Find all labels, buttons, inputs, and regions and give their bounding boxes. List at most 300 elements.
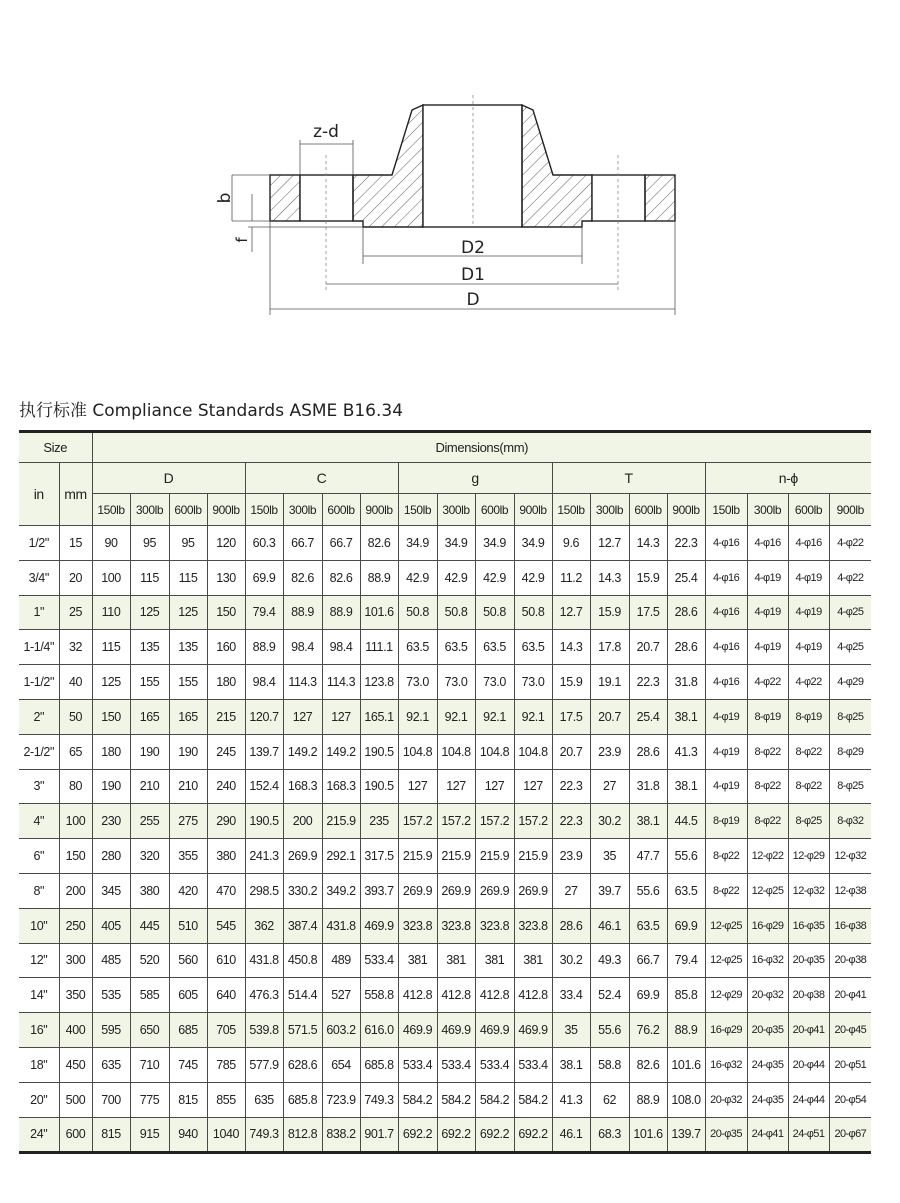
cell-t-300lb: 46.1 <box>590 908 629 943</box>
cell-c-600lb: 149.2 <box>322 734 360 769</box>
cell-t-150lb: 14.3 <box>552 630 590 665</box>
cell-t-900lb: 63.5 <box>667 873 705 908</box>
cell-g-150lb: 269.9 <box>398 873 437 908</box>
cell-d-300lb: 445 <box>130 908 169 943</box>
cell-c-150lb: 139.7 <box>245 734 283 769</box>
cell-c-600lb: 838.2 <box>322 1117 360 1153</box>
cell-n-phi-900lb: 12-φ32 <box>829 839 871 874</box>
cell-d-900lb: 1040 <box>207 1117 245 1153</box>
cell-d-600lb: 190 <box>169 734 207 769</box>
cell-g-300lb: 323.8 <box>437 908 475 943</box>
cell-size-mm: 450 <box>59 1047 92 1082</box>
cell-g-600lb: 469.9 <box>475 1013 514 1048</box>
cell-g-300lb: 73.0 <box>437 665 475 700</box>
cell-size-mm: 50 <box>59 699 92 734</box>
table-row <box>19 665 871 700</box>
cell-d-150lb: 700 <box>92 1082 130 1117</box>
cell-t-900lb: 38.1 <box>667 699 705 734</box>
cell-g-150lb: 469.9 <box>398 1013 437 1048</box>
cell-g-300lb: 215.9 <box>437 839 475 874</box>
cell-d-900lb: 240 <box>207 769 245 804</box>
cell-size-in: 6" <box>19 839 59 874</box>
cell-d-900lb: 785 <box>207 1047 245 1082</box>
cell-t-300lb: 55.6 <box>590 1013 629 1048</box>
header-class-t-300lb: 300lb <box>590 494 629 526</box>
cell-d-900lb: 545 <box>207 908 245 943</box>
cell-g-300lb: 34.9 <box>437 526 475 561</box>
cell-n-phi-300lb: 24-φ35 <box>747 1047 788 1082</box>
cell-t-900lb: 55.6 <box>667 839 705 874</box>
cell-t-300lb: 14.3 <box>590 560 629 595</box>
cell-t-150lb: 35 <box>552 1013 590 1048</box>
cell-d-600lb: 560 <box>169 943 207 978</box>
cell-n-phi-300lb: 24-φ35 <box>747 1082 788 1117</box>
cell-n-phi-300lb: 4-φ19 <box>747 595 788 630</box>
header-class-g-150lb: 150lb <box>398 494 437 526</box>
cell-t-900lb: 85.8 <box>667 978 705 1013</box>
cell-g-150lb: 34.9 <box>398 526 437 561</box>
cell-g-600lb: 92.1 <box>475 699 514 734</box>
cell-g-300lb: 269.9 <box>437 873 475 908</box>
cell-d-900lb: 180 <box>207 665 245 700</box>
cell-c-600lb: 88.9 <box>322 595 360 630</box>
cell-g-150lb: 215.9 <box>398 839 437 874</box>
cell-t-300lb: 49.3 <box>590 943 629 978</box>
cell-n-phi-900lb: 8-φ25 <box>829 769 871 804</box>
cell-c-900lb: 317.5 <box>360 839 398 874</box>
cell-d-150lb: 485 <box>92 943 130 978</box>
cell-d-600lb: 815 <box>169 1082 207 1117</box>
cell-size-mm: 600 <box>59 1117 92 1153</box>
cell-t-300lb: 35 <box>590 839 629 874</box>
cell-g-600lb: 412.8 <box>475 978 514 1013</box>
cell-c-300lb: 685.8 <box>283 1082 322 1117</box>
cell-t-300lb: 58.8 <box>590 1047 629 1082</box>
header-group-t: T <box>552 463 705 494</box>
cell-g-150lb: 584.2 <box>398 1082 437 1117</box>
cell-t-600lb: 38.1 <box>629 804 667 839</box>
cell-g-600lb: 157.2 <box>475 804 514 839</box>
cell-g-150lb: 323.8 <box>398 908 437 943</box>
cell-d-900lb: 470 <box>207 873 245 908</box>
cell-n-phi-900lb: 20-φ54 <box>829 1082 871 1117</box>
cell-c-600lb: 292.1 <box>322 839 360 874</box>
table-row <box>19 908 871 943</box>
cell-size-mm: 400 <box>59 1013 92 1048</box>
dimension-label-d2: D2 <box>461 238 485 258</box>
cell-d-600lb: 510 <box>169 908 207 943</box>
cell-c-600lb: 114.3 <box>322 665 360 700</box>
cell-t-300lb: 17.8 <box>590 630 629 665</box>
cell-size-in: 3/4" <box>19 560 59 595</box>
cell-c-900lb: 616.0 <box>360 1013 398 1048</box>
dimension-label-b: b <box>215 192 235 204</box>
cell-d-150lb: 190 <box>92 769 130 804</box>
cell-t-150lb: 11.2 <box>552 560 590 595</box>
dimension-label-d1: D1 <box>461 265 485 285</box>
cell-c-150lb: 431.8 <box>245 943 283 978</box>
cell-n-phi-600lb: 20-φ38 <box>788 978 829 1013</box>
cell-d-300lb: 125 <box>130 595 169 630</box>
cell-d-600lb: 210 <box>169 769 207 804</box>
cell-d-150lb: 595 <box>92 1013 130 1048</box>
cell-n-phi-150lb: 4-φ16 <box>705 560 747 595</box>
cell-n-phi-150lb: 16-φ32 <box>705 1047 747 1082</box>
cell-t-900lb: 38.1 <box>667 769 705 804</box>
header-group-d: D <box>92 463 245 494</box>
cell-g-900lb: 34.9 <box>514 526 552 561</box>
cell-d-600lb: 155 <box>169 665 207 700</box>
cell-g-150lb: 533.4 <box>398 1047 437 1082</box>
header-class-d-150lb: 150lb <box>92 494 130 526</box>
cell-t-150lb: 30.2 <box>552 943 590 978</box>
cell-c-900lb: 88.9 <box>360 560 398 595</box>
cell-size-mm: 350 <box>59 978 92 1013</box>
cell-size-in: 4" <box>19 804 59 839</box>
cell-c-900lb: 123.8 <box>360 665 398 700</box>
cell-d-300lb: 255 <box>130 804 169 839</box>
cell-c-300lb: 82.6 <box>283 560 322 595</box>
cell-g-300lb: 381 <box>437 943 475 978</box>
cell-c-900lb: 901.7 <box>360 1117 398 1153</box>
header-class-g-900lb: 900lb <box>514 494 552 526</box>
cell-size-mm: 20 <box>59 560 92 595</box>
header-class-g-600lb: 600lb <box>475 494 514 526</box>
cell-g-900lb: 42.9 <box>514 560 552 595</box>
cell-d-600lb: 940 <box>169 1117 207 1153</box>
cell-c-150lb: 476.3 <box>245 978 283 1013</box>
cell-n-phi-150lb: 4-φ16 <box>705 526 747 561</box>
cell-g-150lb: 157.2 <box>398 804 437 839</box>
cell-d-600lb: 275 <box>169 804 207 839</box>
cell-t-150lb: 20.7 <box>552 734 590 769</box>
cell-size-in: 1-1/4" <box>19 630 59 665</box>
cell-g-900lb: 157.2 <box>514 804 552 839</box>
cell-d-300lb: 95 <box>130 526 169 561</box>
cell-t-300lb: 68.3 <box>590 1117 629 1153</box>
cell-g-600lb: 34.9 <box>475 526 514 561</box>
cell-c-600lb: 603.2 <box>322 1013 360 1048</box>
cell-n-phi-900lb: 4-φ22 <box>829 560 871 595</box>
header-size: Size <box>19 432 92 463</box>
cell-t-150lb: 9.6 <box>552 526 590 561</box>
table-row <box>19 595 871 630</box>
cell-n-phi-150lb: 12-φ29 <box>705 978 747 1013</box>
cell-g-150lb: 50.8 <box>398 595 437 630</box>
cell-t-900lb: 25.4 <box>667 560 705 595</box>
dimension-label-f: f <box>233 237 251 243</box>
cell-g-300lb: 63.5 <box>437 630 475 665</box>
cell-c-150lb: 241.3 <box>245 839 283 874</box>
cell-n-phi-150lb: 4-φ19 <box>705 734 747 769</box>
cell-d-300lb: 915 <box>130 1117 169 1153</box>
cell-n-phi-600lb: 4-φ19 <box>788 595 829 630</box>
cell-d-300lb: 165 <box>130 699 169 734</box>
table-row <box>19 1117 871 1153</box>
cell-d-300lb: 520 <box>130 943 169 978</box>
cell-size-mm: 32 <box>59 630 92 665</box>
cell-t-600lb: 14.3 <box>629 526 667 561</box>
cell-d-300lb: 210 <box>130 769 169 804</box>
cell-d-600lb: 745 <box>169 1047 207 1082</box>
cell-size-in: 1-1/2" <box>19 665 59 700</box>
cell-d-600lb: 125 <box>169 595 207 630</box>
cell-d-600lb: 135 <box>169 630 207 665</box>
cell-d-600lb: 605 <box>169 978 207 1013</box>
cell-c-600lb: 431.8 <box>322 908 360 943</box>
cell-n-phi-600lb: 4-φ22 <box>788 665 829 700</box>
cell-c-900lb: 111.1 <box>360 630 398 665</box>
cell-t-300lb: 23.9 <box>590 734 629 769</box>
cell-d-600lb: 355 <box>169 839 207 874</box>
cell-n-phi-900lb: 8-φ25 <box>829 699 871 734</box>
cell-c-150lb: 749.3 <box>245 1117 283 1153</box>
header-in: in <box>19 463 59 526</box>
cell-size-mm: 15 <box>59 526 92 561</box>
cell-t-600lb: 22.3 <box>629 665 667 700</box>
cell-c-150lb: 98.4 <box>245 665 283 700</box>
cell-c-300lb: 387.4 <box>283 908 322 943</box>
cell-c-300lb: 571.5 <box>283 1013 322 1048</box>
header-mm: mm <box>59 463 92 526</box>
cell-size-mm: 25 <box>59 595 92 630</box>
cell-d-150lb: 635 <box>92 1047 130 1082</box>
cell-g-150lb: 73.0 <box>398 665 437 700</box>
cell-n-phi-150lb: 4-φ16 <box>705 630 747 665</box>
cell-n-phi-600lb: 20-φ35 <box>788 943 829 978</box>
cell-t-300lb: 27 <box>590 769 629 804</box>
cell-c-300lb: 450.8 <box>283 943 322 978</box>
cell-d-300lb: 710 <box>130 1047 169 1082</box>
table-row <box>19 804 871 839</box>
cell-g-300lb: 92.1 <box>437 699 475 734</box>
cell-c-600lb: 66.7 <box>322 526 360 561</box>
cell-c-300lb: 98.4 <box>283 630 322 665</box>
cell-t-150lb: 22.3 <box>552 769 590 804</box>
cell-t-600lb: 101.6 <box>629 1117 667 1153</box>
cell-t-300lb: 15.9 <box>590 595 629 630</box>
header-group-c: C <box>245 463 398 494</box>
cell-d-150lb: 110 <box>92 595 130 630</box>
cell-d-150lb: 345 <box>92 873 130 908</box>
cell-c-150lb: 362 <box>245 908 283 943</box>
cell-size-in: 1/2" <box>19 526 59 561</box>
cell-c-600lb: 489 <box>322 943 360 978</box>
cell-n-phi-150lb: 8-φ22 <box>705 873 747 908</box>
cell-d-150lb: 150 <box>92 699 130 734</box>
cell-g-150lb: 42.9 <box>398 560 437 595</box>
cell-d-300lb: 775 <box>130 1082 169 1117</box>
cell-t-300lb: 19.1 <box>590 665 629 700</box>
cell-size-mm: 100 <box>59 804 92 839</box>
cell-g-150lb: 104.8 <box>398 734 437 769</box>
cell-d-150lb: 100 <box>92 560 130 595</box>
cell-size-in: 8" <box>19 873 59 908</box>
cell-size-in: 14" <box>19 978 59 1013</box>
cell-d-300lb: 380 <box>130 873 169 908</box>
cell-d-600lb: 165 <box>169 699 207 734</box>
cell-n-phi-300lb: 16-φ32 <box>747 943 788 978</box>
cell-g-300lb: 50.8 <box>437 595 475 630</box>
cell-g-150lb: 127 <box>398 769 437 804</box>
cell-n-phi-600lb: 20-φ41 <box>788 1013 829 1048</box>
cell-g-600lb: 269.9 <box>475 873 514 908</box>
cell-n-phi-300lb: 12-φ25 <box>747 873 788 908</box>
cell-t-150lb: 28.6 <box>552 908 590 943</box>
cell-n-phi-300lb: 4-φ19 <box>747 630 788 665</box>
table-row <box>19 769 871 804</box>
cell-size-in: 20" <box>19 1082 59 1117</box>
cell-d-900lb: 120 <box>207 526 245 561</box>
cell-n-phi-300lb: 8-φ22 <box>747 804 788 839</box>
cell-d-150lb: 125 <box>92 665 130 700</box>
cell-size-in: 16" <box>19 1013 59 1048</box>
cell-t-150lb: 15.9 <box>552 665 590 700</box>
cell-t-150lb: 46.1 <box>552 1117 590 1153</box>
header-class-c-900lb: 900lb <box>360 494 398 526</box>
cell-c-150lb: 577.9 <box>245 1047 283 1082</box>
cell-g-600lb: 215.9 <box>475 839 514 874</box>
cell-t-600lb: 31.8 <box>629 769 667 804</box>
cell-g-600lb: 104.8 <box>475 734 514 769</box>
cell-t-600lb: 47.7 <box>629 839 667 874</box>
cell-c-150lb: 190.5 <box>245 804 283 839</box>
cell-size-mm: 65 <box>59 734 92 769</box>
cell-g-300lb: 42.9 <box>437 560 475 595</box>
cell-c-300lb: 114.3 <box>283 665 322 700</box>
cell-d-150lb: 115 <box>92 630 130 665</box>
cell-n-phi-900lb: 4-φ29 <box>829 665 871 700</box>
cell-g-900lb: 469.9 <box>514 1013 552 1048</box>
cell-g-900lb: 73.0 <box>514 665 552 700</box>
cell-t-600lb: 76.2 <box>629 1013 667 1048</box>
cell-t-150lb: 41.3 <box>552 1082 590 1117</box>
header-class-c-600lb: 600lb <box>322 494 360 526</box>
page-title: 执行标准 Compliance Standards ASME B16.34 <box>19 401 404 421</box>
cell-t-900lb: 31.8 <box>667 665 705 700</box>
cell-c-300lb: 200 <box>283 804 322 839</box>
cell-c-300lb: 149.2 <box>283 734 322 769</box>
cell-n-phi-150lb: 20-φ35 <box>705 1117 747 1153</box>
cell-g-900lb: 584.2 <box>514 1082 552 1117</box>
cell-t-900lb: 44.5 <box>667 804 705 839</box>
cell-t-150lb: 33.4 <box>552 978 590 1013</box>
cell-c-150lb: 79.4 <box>245 595 283 630</box>
cell-g-600lb: 127 <box>475 769 514 804</box>
cell-d-300lb: 650 <box>130 1013 169 1048</box>
cell-t-300lb: 62 <box>590 1082 629 1117</box>
cell-c-300lb: 88.9 <box>283 595 322 630</box>
cell-t-900lb: 88.9 <box>667 1013 705 1048</box>
cell-n-phi-600lb: 24-φ44 <box>788 1082 829 1117</box>
cell-g-600lb: 73.0 <box>475 665 514 700</box>
cell-d-150lb: 90 <box>92 526 130 561</box>
cell-c-150lb: 635 <box>245 1082 283 1117</box>
cell-c-600lb: 98.4 <box>322 630 360 665</box>
cell-c-900lb: 190.5 <box>360 734 398 769</box>
cell-g-600lb: 63.5 <box>475 630 514 665</box>
cell-g-900lb: 92.1 <box>514 699 552 734</box>
cell-n-phi-600lb: 24-φ51 <box>788 1117 829 1153</box>
cell-n-phi-900lb: 20-φ67 <box>829 1117 871 1153</box>
cell-n-phi-900lb: 12-φ38 <box>829 873 871 908</box>
cell-d-900lb: 705 <box>207 1013 245 1048</box>
cell-g-900lb: 412.8 <box>514 978 552 1013</box>
cell-t-150lb: 27 <box>552 873 590 908</box>
cell-n-phi-300lb: 16-φ29 <box>747 908 788 943</box>
cell-g-900lb: 127 <box>514 769 552 804</box>
cell-d-900lb: 290 <box>207 804 245 839</box>
cell-n-phi-600lb: 8-φ19 <box>788 699 829 734</box>
cell-n-phi-600lb: 4-φ19 <box>788 630 829 665</box>
cell-t-600lb: 55.6 <box>629 873 667 908</box>
cell-n-phi-150lb: 8-φ22 <box>705 839 747 874</box>
table-row <box>19 1013 871 1048</box>
cell-d-300lb: 320 <box>130 839 169 874</box>
cell-g-300lb: 157.2 <box>437 804 475 839</box>
header-class-d-300lb: 300lb <box>130 494 169 526</box>
dimensions-table <box>19 430 871 1154</box>
cell-t-900lb: 108.0 <box>667 1082 705 1117</box>
cell-c-900lb: 235 <box>360 804 398 839</box>
cell-n-phi-900lb: 20-φ41 <box>829 978 871 1013</box>
cell-t-900lb: 139.7 <box>667 1117 705 1153</box>
cell-g-300lb: 127 <box>437 769 475 804</box>
cell-n-phi-600lb: 4-φ16 <box>788 526 829 561</box>
cell-t-900lb: 28.6 <box>667 595 705 630</box>
cell-n-phi-300lb: 20-φ32 <box>747 978 788 1013</box>
table-row <box>19 1082 871 1117</box>
cell-t-600lb: 63.5 <box>629 908 667 943</box>
cell-t-600lb: 82.6 <box>629 1047 667 1082</box>
cell-n-phi-600lb: 8-φ22 <box>788 734 829 769</box>
cell-d-900lb: 215 <box>207 699 245 734</box>
cell-n-phi-150lb: 4-φ16 <box>705 665 747 700</box>
cell-t-600lb: 28.6 <box>629 734 667 769</box>
cell-t-150lb: 12.7 <box>552 595 590 630</box>
cell-t-900lb: 69.9 <box>667 908 705 943</box>
cell-g-300lb: 469.9 <box>437 1013 475 1048</box>
cell-t-150lb: 23.9 <box>552 839 590 874</box>
cell-g-900lb: 104.8 <box>514 734 552 769</box>
cell-size-in: 12" <box>19 943 59 978</box>
cell-c-900lb: 393.7 <box>360 873 398 908</box>
cell-n-phi-600lb: 4-φ19 <box>788 560 829 595</box>
header-class-d-600lb: 600lb <box>169 494 207 526</box>
cell-g-600lb: 381 <box>475 943 514 978</box>
cell-g-150lb: 692.2 <box>398 1117 437 1153</box>
header-class-g-300lb: 300lb <box>437 494 475 526</box>
cell-t-900lb: 79.4 <box>667 943 705 978</box>
cell-g-600lb: 323.8 <box>475 908 514 943</box>
cell-d-150lb: 535 <box>92 978 130 1013</box>
cell-n-phi-300lb: 20-φ35 <box>747 1013 788 1048</box>
header-class-t-600lb: 600lb <box>629 494 667 526</box>
cell-n-phi-150lb: 12-φ25 <box>705 908 747 943</box>
cell-d-300lb: 585 <box>130 978 169 1013</box>
cell-c-600lb: 127 <box>322 699 360 734</box>
cell-g-600lb: 584.2 <box>475 1082 514 1117</box>
cell-g-900lb: 269.9 <box>514 873 552 908</box>
cell-c-300lb: 127 <box>283 699 322 734</box>
cell-d-150lb: 180 <box>92 734 130 769</box>
cell-n-phi-600lb: 20-φ44 <box>788 1047 829 1082</box>
cell-n-phi-600lb: 8-φ22 <box>788 769 829 804</box>
cell-c-900lb: 190.5 <box>360 769 398 804</box>
cell-g-600lb: 50.8 <box>475 595 514 630</box>
header-dimensions: Dimensions(mm) <box>92 432 871 463</box>
header-class-c-300lb: 300lb <box>283 494 322 526</box>
